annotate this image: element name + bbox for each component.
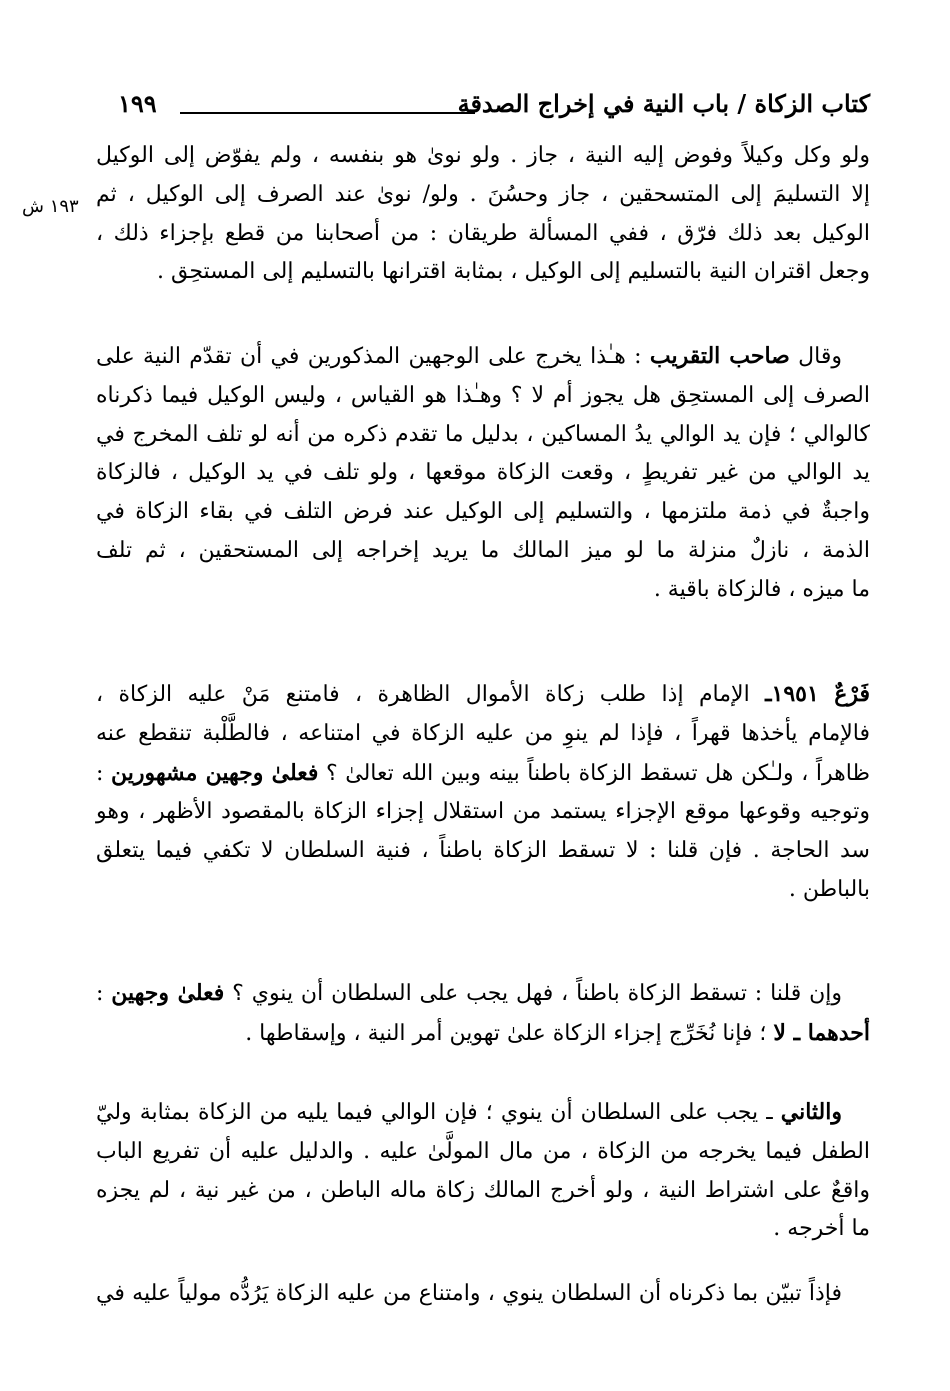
bold-term: فعلىٰ وجهين — [111, 980, 225, 1006]
text-run: وإن قلنا : تسقط الزكاة باطناً ، فهل يجب على السلطان أن ينوي ؟ — [224, 981, 842, 1006]
paragraph-2 — [96, 337, 870, 610]
text-line: ما أخرجه . — [773, 1216, 870, 1242]
text-line: فالإمام يأخذها قهراً ، فإذا لم ينوِ من عليه الزكاة في امتناعه ، فالطَّلْبة تنقطع عنه — [96, 720, 870, 746]
text-line — [96, 675, 870, 715]
text-run: : — [96, 981, 112, 1006]
text-line: سد الحاجة . فإن قلنا : لا تسقط الزكاة باطناً ، فنية السلطان لا تكفي فيما يتعلق — [96, 838, 870, 864]
header-title: كتاب الزكاة / باب النية في إخراج الصدقة — [457, 89, 870, 118]
text-line: يد الوالي من غير تفريطٍ ، وقعت الزكاة موقعها ، ولو تلف في يد الوكيل ، فالزكاة — [96, 460, 870, 486]
text-line: واجبةٌ في ذمة ملتزمها ، والتسليم إلى الوكيل عند فرض التلف في بقاء الزكاة في — [96, 499, 870, 525]
text-run: : هـٰذا يخرج على الوجهين المذكورين في أن تقدّم النية على — [96, 344, 650, 369]
text-run: ظاهراً ، ولـٰكن هل تسقط الزكاة باطناً بينه وبين الله تعالىٰ ؟ — [318, 760, 870, 786]
text-line: الذمة ، نازلٌ منزلة ما لو ميز المالك ما يريد إخراجه إلى المستحقين ، ثم تلف — [96, 537, 870, 563]
text-line: بالباطن . — [788, 876, 870, 902]
text-line: كالوالي ؛ فإن يد الوالي يدُ المساكين ، بدليل ما تقدم ذكره من أنه لو تلف المخرج في — [96, 421, 870, 447]
text-line: ولو وكل وكيلاً وفوض إليه النية ، جاز . ولو نوىٰ هو بنفسه ، ولم يفوّض إلى الوكيل — [96, 143, 870, 168]
text-line: فإذاً تبيّن بما ذكرناه أن السلطان ينوي ، وامتناع من عليه الزكاة يَرُدُّه مولياً عليه في — [96, 1281, 842, 1306]
paragraph-1 — [96, 137, 870, 292]
paragraph-6 — [96, 1275, 870, 1314]
text-line — [96, 1014, 870, 1054]
text-run: الإمام إذا طلب زكاة الأموال الظاهرة ، فامتنع مَنْ عليه الزكاة ، — [96, 682, 766, 707]
text-line: واقعٌ على اشتراط النية ، ولو أخرج المالك زكاة ماله الباطن ، من غير نية ، لم يجزه — [96, 1177, 870, 1203]
text-line: ما ميزه ، فالزكاة باقية . — [653, 576, 870, 602]
bold-term: صاحب التقريب — [649, 343, 790, 369]
bold-term: أحدهما ـ لا — [773, 1019, 870, 1046]
text-run: ـ يجب على السلطان أن ينوي ؛ فإن الوالي فيما يليه من الزكاة بمثابة وليّ — [96, 1100, 781, 1125]
paragraph-4 — [96, 974, 870, 1054]
text-run: : — [96, 760, 111, 786]
text-run: وقال — [789, 344, 842, 369]
bold-term: فعلىٰ وجهين مشهورين — [111, 759, 319, 786]
text-line — [96, 754, 870, 794]
page-number: ١٩٩ — [118, 89, 157, 118]
text-line — [96, 974, 870, 1014]
paragraph-3 — [96, 675, 870, 910]
text-line: إلا التسليمَ إلى المتسحقين ، جاز وحسُنَ . ولو/ نوىٰ عند الصرف إلى الوكيل ، ثم — [96, 181, 870, 207]
text-line: الطفل فيما يخرجه من الزكاة ، من مال المولَّىٰ عليه . والدليل عليه أن تفريع الباب — [96, 1138, 870, 1164]
text-line: الوكيل بعد ذلك فرّق ، ففي المسألة طريقان : من أصحابنا من قطع بإجزاء ذلك ، — [96, 220, 870, 246]
text-run: ؛ فإنا نُخَرِّج إجزاء الزكاة علىٰ تهوين أمر النية ، وإسقاطها . — [245, 1020, 774, 1046]
paragraph-5 — [96, 1093, 870, 1249]
text-line: وتوجيه وقوعها موقع الإجزاء يستمد من استقلال إجزاء الزكاة بالمقصود الأظهر ، وهو — [96, 799, 870, 825]
text-line: وجعل اقتران النية بالتسليم إلى الوكيل ، بمثابة اقترانها بالتسليم إلى المستحِق . — [157, 259, 870, 285]
header-rule — [180, 112, 475, 114]
text-line — [96, 1093, 870, 1133]
text-line — [96, 337, 870, 377]
text-line: الصرف إلى المستحِق هل يجوز أم لا ؟ وهـٰذا هو القياس ، وليس الوكيل فيما ذكرناه — [96, 382, 870, 408]
branch-label: فَرْعٌ — [834, 681, 870, 707]
bold-term: والثاني — [780, 1099, 842, 1125]
running-header — [118, 86, 870, 122]
issue-number: ١٩٥١ـ — [765, 681, 819, 707]
margin-note: ١٩٣ ش — [22, 196, 79, 217]
